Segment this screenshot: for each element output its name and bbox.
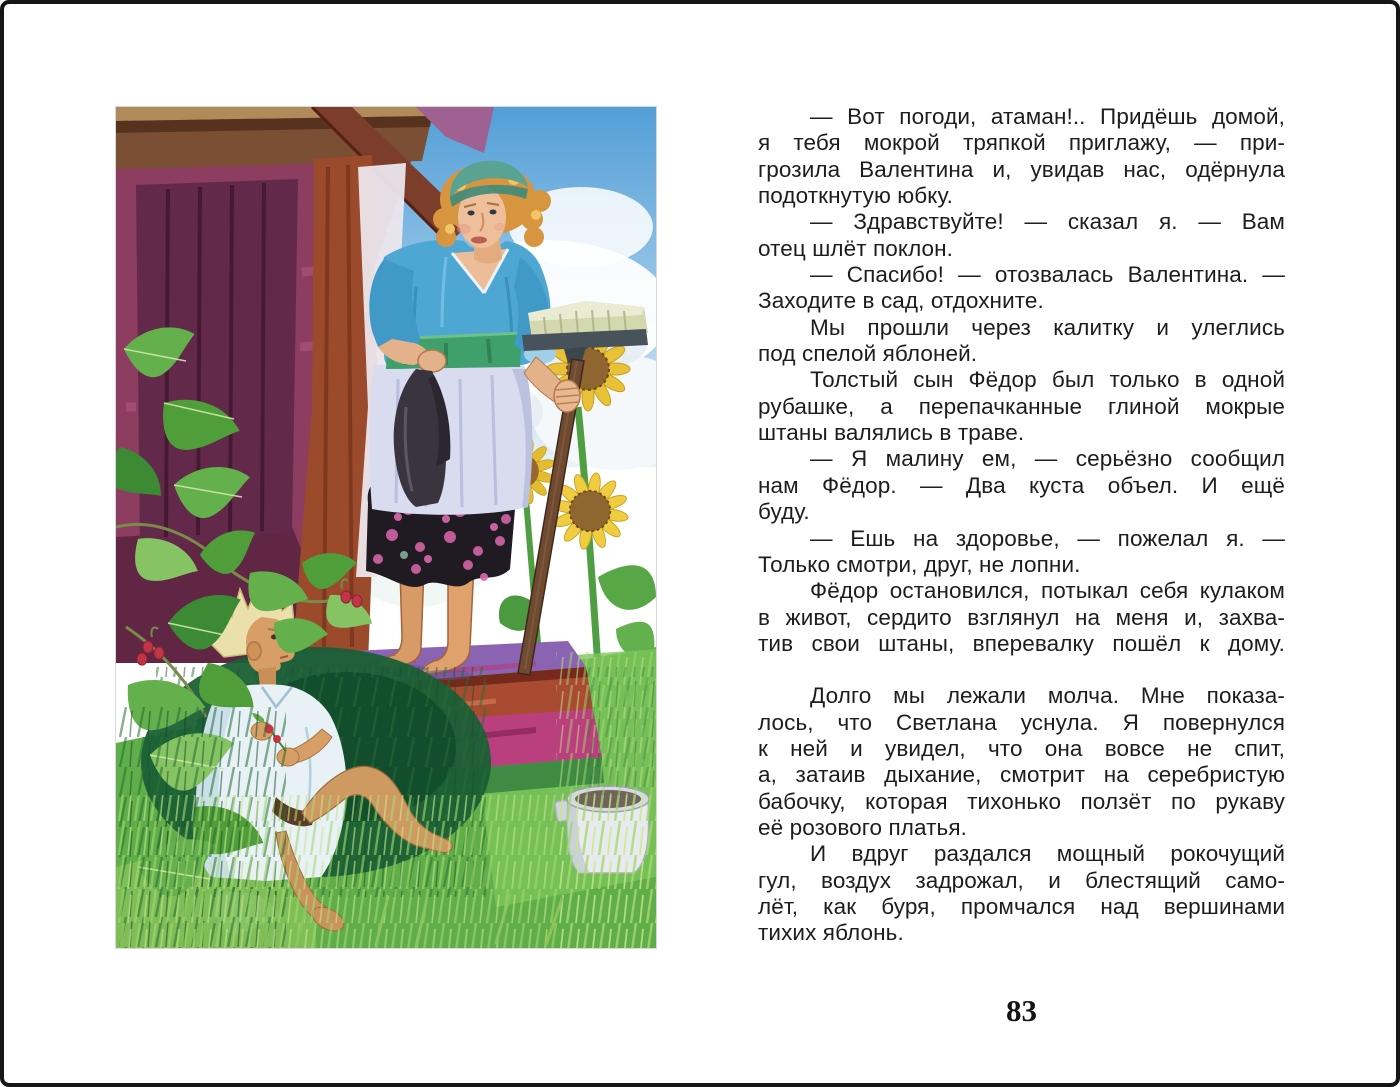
text-line: — Здравствуйте! — сказал я. — Вам — [810, 209, 1285, 235]
text-line: И вдруг раздался мощный рокочущий — [810, 841, 1285, 867]
text-line: гул, воздух задрожал, и блестящий само- — [758, 867, 1285, 893]
text-line: лось, что Светлана уснула. Я повернулся — [758, 709, 1285, 735]
paragraph — [758, 841, 1285, 946]
text-line: к ней и увидел, что она вовсе не спит, — [758, 735, 1285, 761]
text-line: Долго мы лежали молча. Мне показа- — [810, 683, 1285, 709]
text-line: в живот, сердито взглянул на меня и, захва- — [758, 604, 1285, 630]
text-line: — Ешь на здоровье, — пожелал я. — — [810, 525, 1285, 551]
paragraph — [758, 367, 1285, 446]
text-line: Толстый сын Фёдор был только в одной — [810, 367, 1285, 393]
text-line: тихих яблонь. — [758, 920, 904, 946]
text-line: бабочку, которая тихонько ползёт по рукаву — [758, 788, 1285, 814]
paragraph — [758, 104, 1285, 209]
text-line: нам Фёдор. — Два куста объел. И ещё — [758, 472, 1285, 498]
text-line: тив свои штаны, вперевалку пошёл к дому. — [758, 630, 1285, 656]
illustration-canvas — [116, 107, 656, 948]
paragraph — [758, 209, 1285, 262]
text-line: Фёдор остановился, потыкал себя кулаком — [810, 578, 1285, 604]
page-number: 83 — [1006, 993, 1037, 1028]
text-line: лёт, как буря, промчался над вершинами — [758, 893, 1285, 919]
text-line: Только смотри, друг, не лопни. — [758, 551, 1081, 577]
text-line: отец шлёт поклон. — [758, 235, 954, 261]
text-line: штаны валялись в траве. — [758, 420, 1025, 446]
text-line: Заходите в сад, отдохните. — [758, 288, 1044, 314]
paragraph — [758, 446, 1285, 525]
text-line: её розового платья. — [758, 814, 968, 840]
text-line: — Спасибо! — отозвалась Валентина. — — [810, 262, 1285, 288]
book-illustration — [116, 107, 656, 948]
story-text — [758, 104, 1285, 947]
text-line: под спелой яблоней. — [758, 341, 978, 367]
paragraph — [758, 262, 1285, 315]
text-line: — Я малину ем, — серьёзно сообщил — [810, 446, 1285, 472]
paragraph — [758, 315, 1285, 368]
text-line: Мы прошли через калитку и улеглись — [810, 314, 1285, 340]
text-line: а, затаив дыхание, смотрит на серебристую — [758, 762, 1285, 788]
text-line: я тебя мокрой тряпкой приглажу, — при- — [758, 130, 1285, 156]
text-line: подоткнутую юбку. — [758, 183, 953, 209]
text-line: грозила Валентина и, увидав нас, одёрнула — [758, 156, 1285, 182]
text-line: — Вот погоди, атаман!.. Придёшь домой, — [810, 104, 1285, 129]
paragraph — [758, 526, 1285, 579]
paragraph — [758, 578, 1285, 657]
paragraph — [758, 683, 1285, 841]
text-line: рубашке, а перепачканные глиной мокрые — [758, 393, 1285, 419]
text-line: буду. — [758, 499, 810, 525]
